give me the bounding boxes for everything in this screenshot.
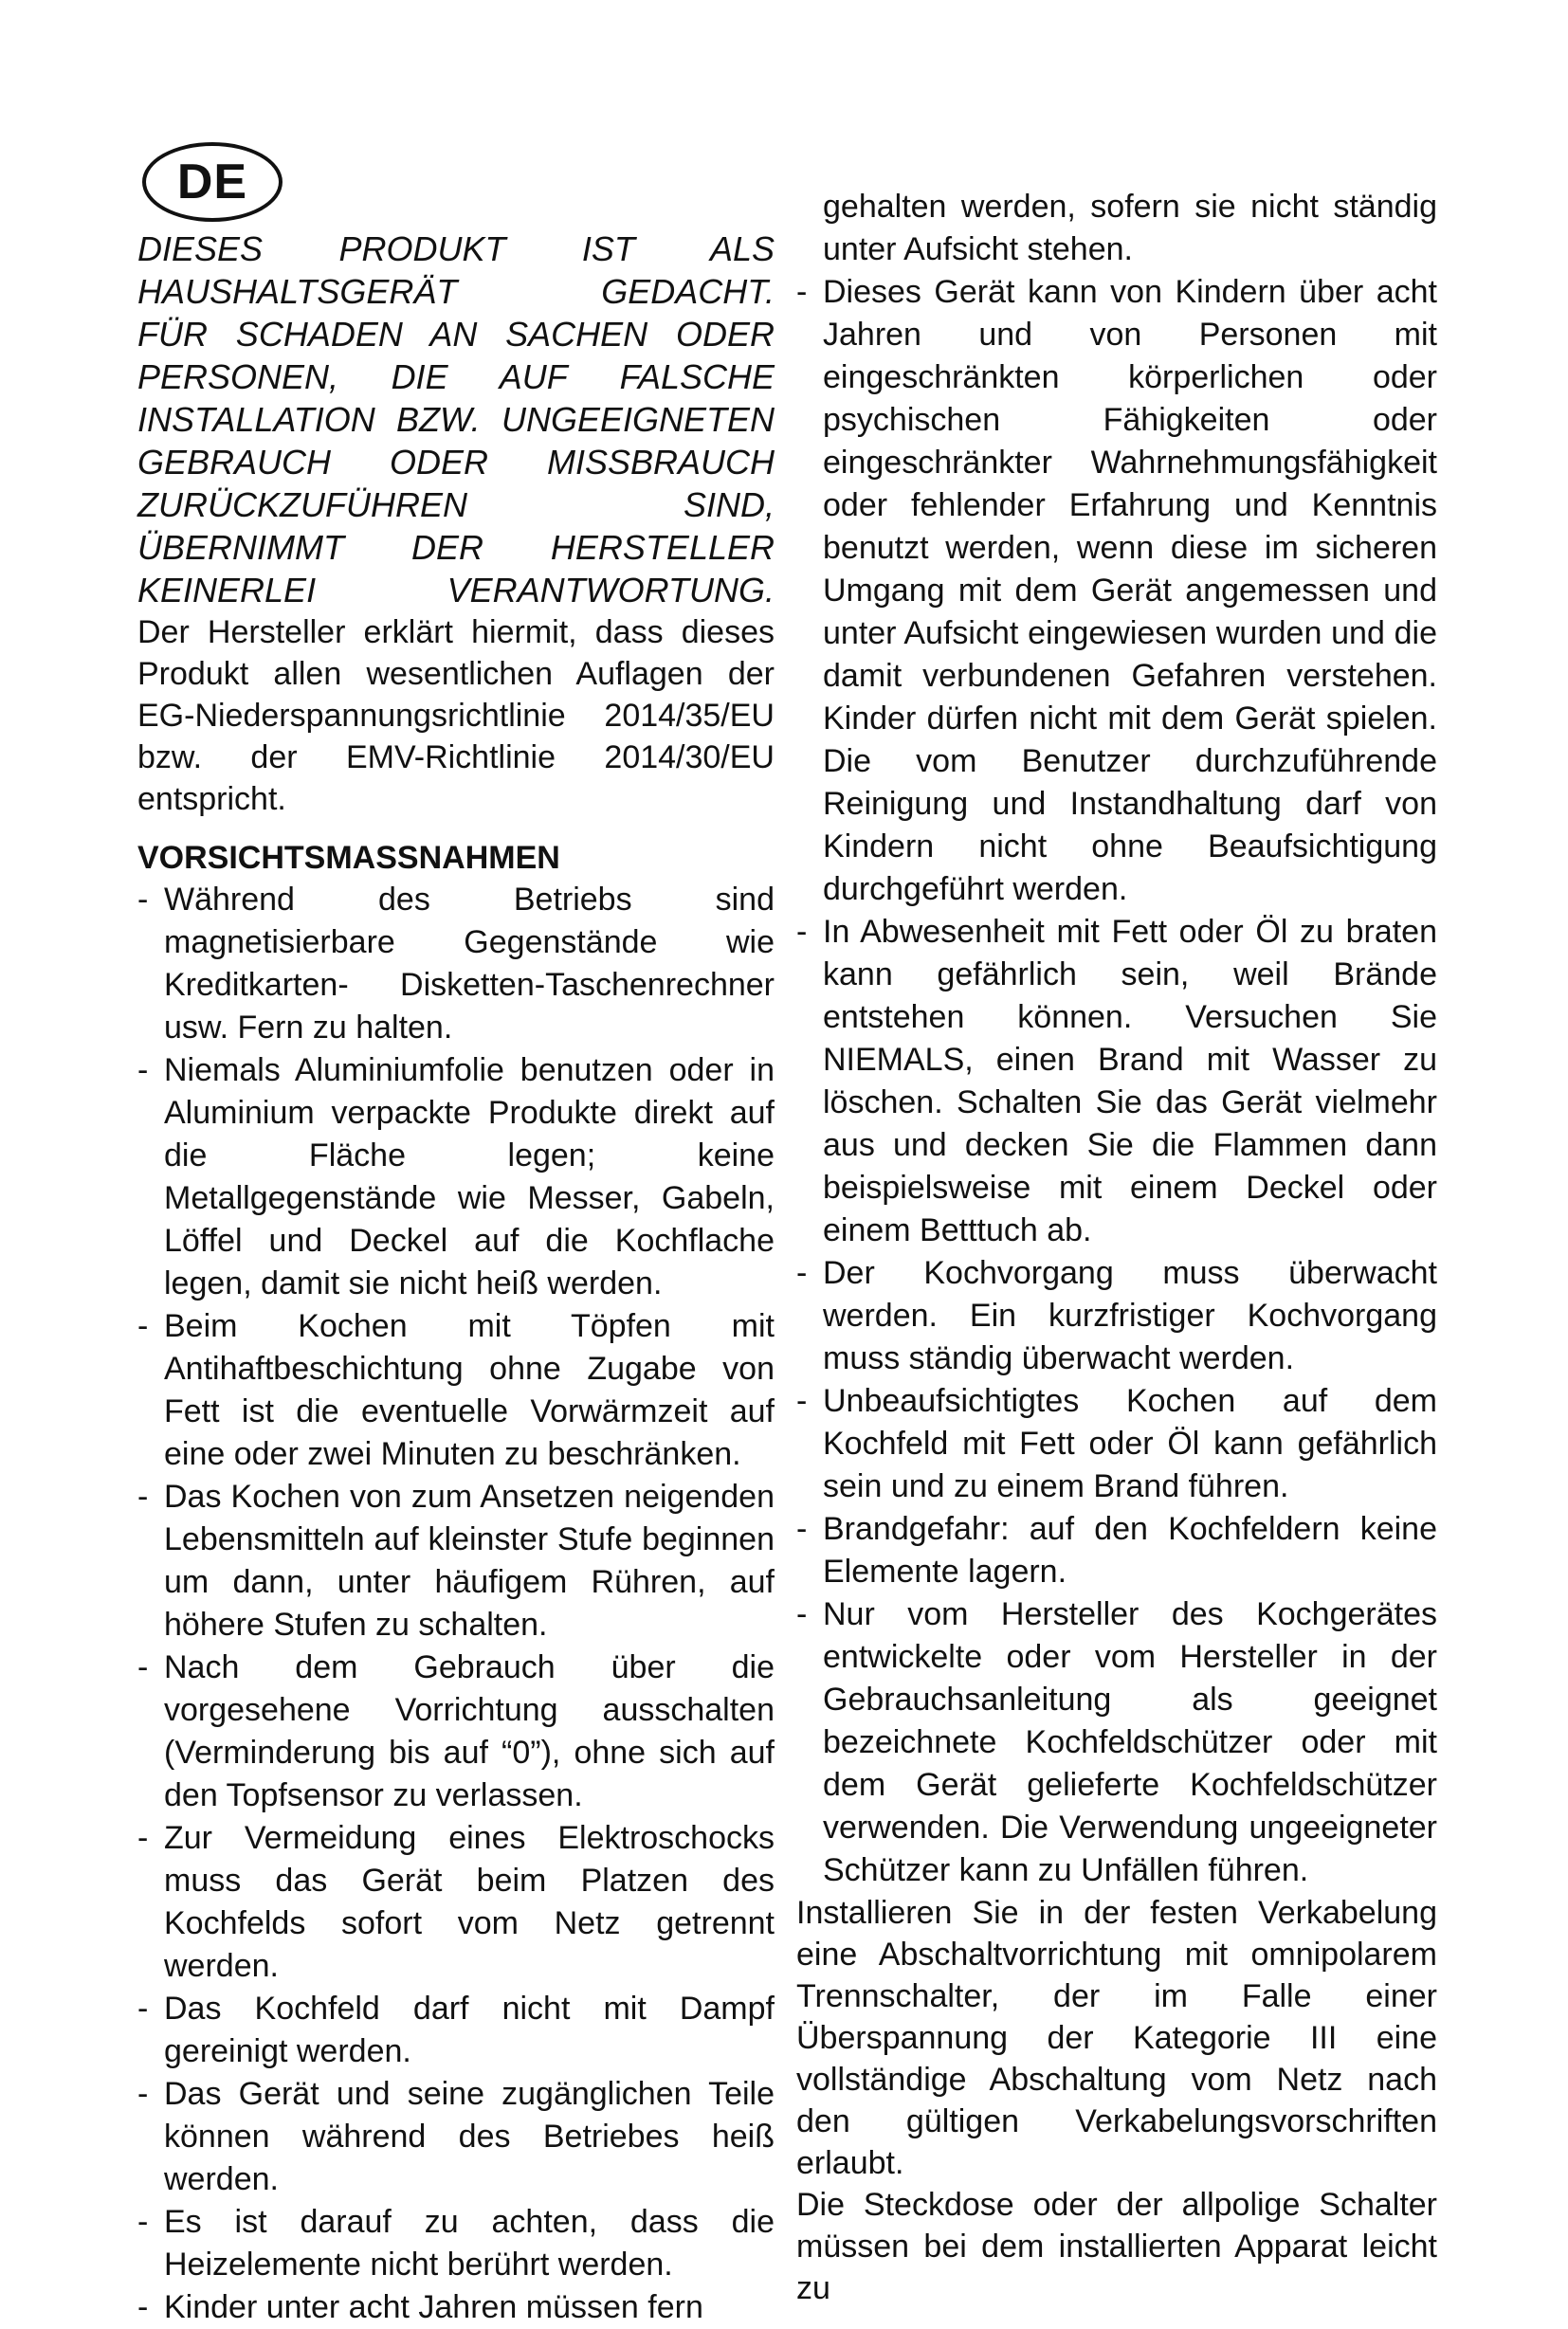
list-item: - Der Kochvorgang muss überwacht werden. Ein kurzfristiger Kochvorgang muss ständig überwacht werden. xyxy=(796,1252,1437,1380)
warning-line: ZURÜCKZUFÜHREN SIND, xyxy=(137,485,775,524)
left-column xyxy=(137,227,775,2329)
list-item: - Kinder unter acht Jahren müssen fern xyxy=(137,2286,775,2329)
list-item: - Es ist darauf zu achten, dass die Heizelemente nicht berührt werden. xyxy=(137,2201,775,2286)
list-item: - Brandgefahr: auf den Kochfeldern keine Elemente lagern. xyxy=(796,1508,1437,1593)
list-item: - Während des Betriebs sind magnetisierbare Gegenstände wie Kreditkarten- Disketten-Taschenrechner usw. Fern zu halten. xyxy=(137,879,775,1049)
precautions-list-right xyxy=(796,186,1437,1892)
list-item: - Beim Kochen mit Töpfen mit Antihaftbeschichtung ohne Zugabe von Fett ist die eventuelle Vorwärmzeit auf eine oder zwei Minuten zu beschränken. xyxy=(137,1305,775,1476)
warning-line: HAUSHALTSGERÄT GEDACHT. xyxy=(137,272,775,311)
warning-line: KEINERLEI VERANTWORTUNG. xyxy=(137,571,775,610)
list-item: - Das Kochen von zum Ansetzen neigenden Lebensmitteln auf kleinster Stufe beginnen um dann, unter häufigem Rühren, auf höhere Stufen zu schalten. xyxy=(137,1476,775,1647)
conformity-declaration: Der Hersteller erklärt hiermit, dass dieses Produkt allen wesentlichen Auflagen der EG-Niederspannungsrichtlinie 2014/35/EU bzw. der EMV-Richtlinie 2014/30/EU entspricht. xyxy=(137,614,775,817)
warning-line: ÜBERNIMMT DER HERSTELLER xyxy=(137,528,775,567)
socket-paragraph: Die Steckdose oder der allpolige Schalter müssen bei dem installierten Apparat leicht zu xyxy=(796,2187,1437,2306)
list-item: - Nur vom Hersteller des Kochgerätes entwickelte oder vom Hersteller in der Gebrauchsanleitung als geeignet bezeichnete Kochfeldschützer oder mit dem Gerät gelieferte Kochfeldschützer verwenden. Die Verwendung ungeeigneter Schützer kann zu Unfällen führen. xyxy=(796,1593,1437,1892)
warning-line: DIESES PRODUKT IST ALS xyxy=(137,229,775,268)
warning-line: FÜR SCHADEN AN SACHEN ODER xyxy=(137,315,775,354)
list-item: - Unbeaufsichtigtes Kochen auf dem Kochfeld mit Fett oder Öl kann gefährlich sein und zu einem Brand führen. xyxy=(796,1380,1437,1508)
liability-warning xyxy=(137,227,775,611)
list-item: - Niemals Aluminiumfolie benutzen oder in Aluminium verpackte Produkte direkt auf die Fläche legen; keine Metallgegenstände wie Messer, Gabeln, Löffel und Deckel auf die Kochflache legen, damit sie nicht heiß werden. xyxy=(137,1049,775,1305)
warning-line: INSTALLATION BZW. UNGEEIGNETEN xyxy=(137,400,775,439)
language-badge: DE xyxy=(142,142,283,222)
precautions-list-left xyxy=(137,879,775,2329)
precautions-heading: VORSICHTSMASSNAHMEN xyxy=(137,840,560,876)
list-item: - Das Kochfeld darf nicht mit Dampf gereinigt werden. xyxy=(137,1988,775,2073)
installation-paragraph: Installieren Sie in der festen Verkabelung eine Abschaltvorrichtung mit omnipolarem Trennschalter, der im Falle einer Überspannung der Kategorie III eine vollständige Abschaltung vom Netz nach den gültigen Verkabelungsvorschriften erlaubt. xyxy=(796,1895,1437,2181)
list-item: - Nach dem Gebrauch über die vorgesehene Vorrichtung ausschalten (Verminderung bis auf “0”), ohne sich auf den Topfsensor zu verlassen. xyxy=(137,1647,775,1817)
list-item: - Zur Vermeidung eines Elektroschocks muss das Gerät beim Platzen des Kochfelds sofort vom Netz getrennt werden. xyxy=(137,1817,775,1988)
right-column xyxy=(796,186,1437,2309)
list-item-continuation: gehalten werden, sofern sie nicht ständig unter Aufsicht stehen. xyxy=(823,189,1437,267)
list-item: - In Abwesenheit mit Fett oder Öl zu braten kann gefährlich sein, weil Brände entstehen können. Versuchen Sie NIEMALS, einen Brand mit Wasser zu löschen. Schalten Sie das Gerät vielmehr aus und decken Sie die Flammen dann beispielsweise mit einem Deckel oder einem Betttuch ab. xyxy=(796,911,1437,1252)
warning-line: GEBRAUCH ODER MISSBRAUCH xyxy=(137,443,775,482)
list-item: - Dieses Gerät kann von Kindern über acht Jahren und von Personen mit eingeschränkten körperlichen oder psychischen Fähigkeiten oder eingeschränkter Wahrnehmungsfähigkeit oder fehlender Erfahrung und Kenntnis benutzt werden, wenn diese im sicheren Umgang mit dem Gerät angemessen und unter Aufsicht eingewiesen wurden und die damit verbundenen Gefahren verstehen. Kinder dürfen nicht mit dem Gerät spielen. Die vom Benutzer durchzuführende Reinigung und Instandhaltung darf von Kindern nicht ohne Beaufsichtigung durchgeführt werden. xyxy=(796,271,1437,911)
list-item: - Das Gerät und seine zugänglichen Teile können während des Betriebes heiß werden. xyxy=(137,2073,775,2201)
warning-line: PERSONEN, DIE AUF FALSCHE xyxy=(137,357,775,396)
